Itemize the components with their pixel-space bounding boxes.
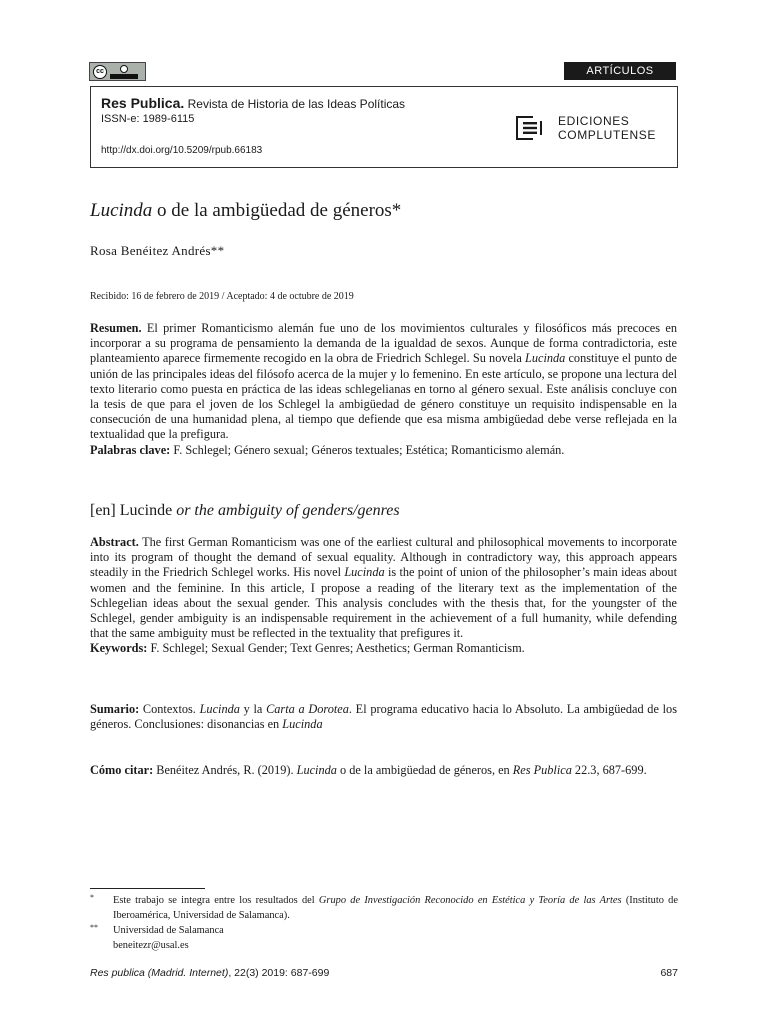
cc-by-license-badge (89, 62, 146, 81)
journal-subtitle: Revista de Historia de las Ideas Políticas (184, 97, 406, 111)
sumario-paragraph: Sumario: Contextos. Lucinda y la Carta a Dorotea. El programa educativo hacia lo Absoluto. La ambigüedad de los géneros. Conclusiones: disonancias en Lucinda (90, 702, 677, 732)
resumen-paragraph: Resumen. El primer Romanticismo alemán fue uno de los movimientos culturales y filosóficos más precoces en incorporar a su programa de pensamiento la demanda de la igualdad de sexos. Aunque de forma contradictoria, este planteamiento aparece firmemente recogido en la obra de Friedrich Schlegel. Su novela Lucinda constituye el punto de unión de las principales ideas del filósofo acerca de la mujer y lo femenino. En este artículo, se propone una lectura del texto literario como puesta en práctica de las ideas schlegelianas en torno al género sexual. Este análisis concluye con la tesis de que para el joven de los Schlegel la ambigüedad de género constituye un requisito indispensable en la consecución de una humanidad plena, al tiempo que defiende que esa misma ambigüedad debe verse reflejada en la textualidad que la prefigura. Palabras clave: F. Schlegel; Género sexual; Géneros textuales; Estética; Romanticismo alemán. (90, 321, 677, 457)
article-title: Lucinda o de la ambigüedad de géneros* (90, 200, 402, 221)
author-email[interactable]: beneitezr@usal.es (113, 940, 189, 951)
issn: ISSN-e: 1989-6115 (101, 113, 195, 125)
journal-title-line (101, 95, 405, 111)
received-accepted-dates: Recibido: 16 de febrero de 2019 / Aceptado: 4 de octubre de 2019 (90, 291, 354, 302)
ediciones-complutense-logo-icon (516, 116, 542, 140)
abstract-paragraph: Abstract. The first German Romanticism was one of the earliest cultural and philosophical movements to incorporate into its program of thought the demand of sexual equality. Although in contradictory way, this approach appears steadily in the Friedrich Schlegel works. His novel Lucinda is the point of union of the philosopher’s main ideas about women and the feminine. In this article, I propose a reading of the literary text as the implementation of the Schlegelian ideas about the sexual gender. This analysis concludes with the thesis that, for the youngster of the Schlegel, gender ambiguity is an indispensable requirement in the achievement of a full humanity, while defending that the same ambiguity must be reflected in the textuality that prefigures it. Keywords: F. Schlegel; Sexual Gender; Text Genres; Aesthetics; German Romanticism. (90, 535, 677, 656)
publisher-name: EDICIONES COMPLUTENSE (558, 114, 656, 142)
page-number: 687 (660, 967, 678, 979)
author-name: Rosa Benéitez Andrés** (90, 243, 225, 258)
english-title: [en] Lucinde or the ambiguity of genders/genres (90, 502, 400, 519)
footnote-rule (90, 888, 205, 889)
person-icon (120, 65, 128, 73)
by-attribution-icon (110, 65, 138, 79)
journal-name: Res Publica. (101, 95, 185, 111)
footnote-2: ** Universidad de Salamanca beneitezr@usal.es (90, 923, 224, 951)
section-label: ARTÍCULOS (564, 62, 676, 80)
footnote-1: * Este trabajo se integra entre los resultados del Grupo de Investigación Reconocido en Estética y Teoría de las Artes (Instituto de Iberoamérica, Universidad de Salamanca). (90, 893, 678, 921)
journal-header-box (90, 86, 678, 168)
doi-link[interactable]: http://dx.doi.org/10.5209/rpub.66183 (101, 145, 263, 156)
creative-commons-icon: cc (93, 65, 107, 79)
citation-paragraph: Cómo citar: Benéitez Andrés, R. (2019). Lucinda o de la ambigüedad de géneros, en Res Publica 22.3, 687-699. (90, 763, 647, 777)
running-footer: Res publica (Madrid. Internet), 22(3) 2019: 687-699 (90, 967, 330, 979)
